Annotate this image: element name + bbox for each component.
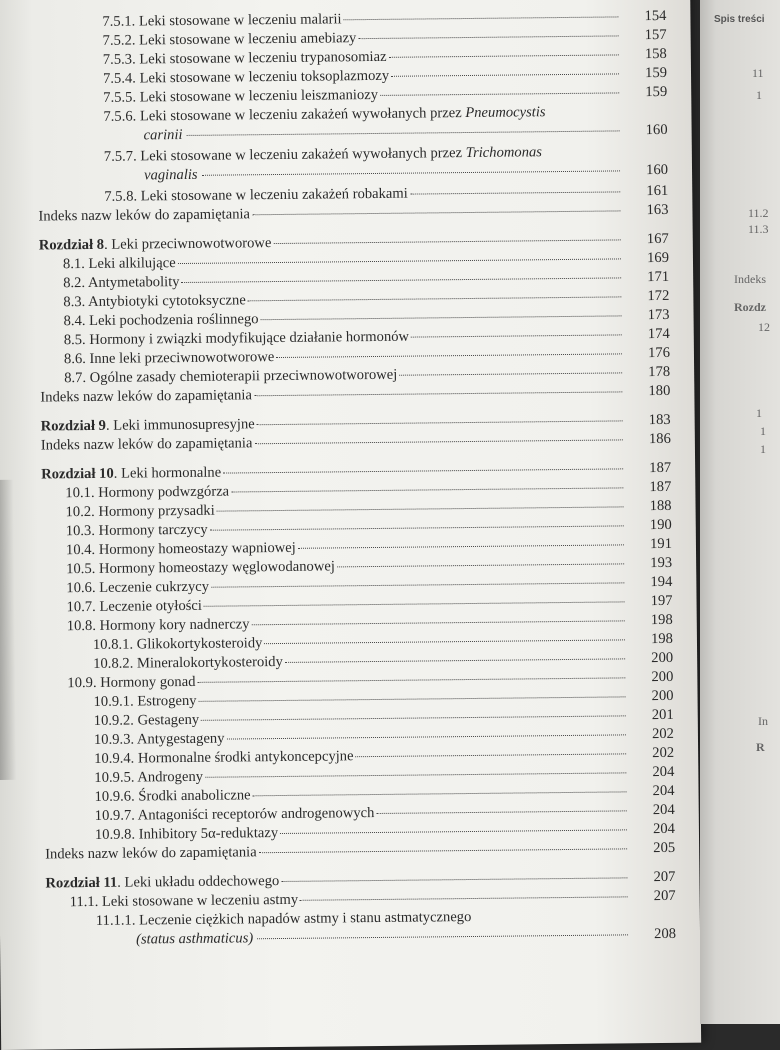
toc-entry-title: 7.5.2. Leki stosowane w leczeniu amebiazy	[102, 30, 357, 49]
dot-leader	[253, 791, 627, 796]
toc-entry-title: 8.6. Inne leki przeciwnowotworowe	[63, 349, 275, 368]
toc-entry-title: 10.7. Leczenie otyłości	[66, 597, 203, 616]
dot-leader	[211, 582, 624, 587]
toc-entry-title: 10.8.2. Mineralokortykosteroidy	[93, 653, 283, 672]
toc-entry-title: 10.6. Leczenie cukrzycy	[66, 578, 210, 597]
toc-page-number: 176	[647, 344, 671, 362]
toc-entry-title: 8.5. Hormony i związki modyfikujące działanie hormonów	[63, 328, 410, 349]
toc-entry-title: 10.4. Hormony homeostazy wapniowej	[65, 539, 296, 559]
toc-entry-title: 10.2. Hormony przysadki	[65, 502, 215, 521]
toc-entry-italic: Pneumocystis	[465, 104, 546, 122]
toc-entry-title: 10.9.5. Androgeny	[94, 768, 204, 786]
dot-leader	[257, 934, 628, 939]
toc-page-number: 193	[650, 554, 673, 572]
dot-leader	[231, 487, 623, 492]
facing-page-fragment: 11	[752, 66, 764, 80]
toc-page-number: 190	[649, 516, 672, 534]
dot-leader	[204, 601, 625, 606]
toc-page-number: 160	[646, 161, 669, 179]
chapter-label: Rozdział 9	[40, 417, 107, 435]
toc-page-number: 198	[650, 611, 673, 629]
dot-leader	[226, 734, 625, 739]
toc-page-number: 188	[649, 497, 672, 515]
toc-page-number: 204	[652, 820, 676, 838]
dot-leader	[205, 772, 626, 777]
toc-page-number: 200	[651, 687, 674, 705]
toc-page-number: 154	[644, 7, 667, 25]
facing-page-fragment: 11.3	[748, 222, 769, 236]
dot-leader	[281, 877, 627, 882]
dot-leader	[280, 829, 627, 834]
toc-page-number: 186	[648, 430, 671, 448]
dot-leader	[264, 639, 625, 644]
dot-leader	[391, 73, 619, 76]
toc-page-number: 200	[651, 649, 674, 667]
toc-entry-title: . Leki immunosupresyjne	[105, 416, 255, 434]
toc-page-number: 180	[648, 382, 671, 400]
toc-page-number: 204	[652, 782, 675, 800]
dot-leader	[344, 16, 619, 20]
toc-entry-title: Indeks nazw leków do zapamiętania	[40, 435, 253, 454]
dot-leader	[273, 239, 620, 244]
page-shadow	[0, 480, 16, 780]
toc-page-number: 207	[653, 868, 676, 886]
toc-entry-continuation: (status asthmaticus)	[135, 930, 254, 948]
toc-entry	[46, 906, 676, 953]
toc-entry-title: 8.2. Antymetabolity	[63, 274, 180, 292]
toc-page-number: 158	[644, 45, 667, 63]
dot-leader	[285, 658, 625, 663]
dot-leader	[201, 715, 626, 720]
dot-leader	[178, 258, 621, 264]
toc-page-number: 202	[651, 725, 675, 743]
dot-leader	[254, 439, 622, 444]
toc-entry-title: 7.5.5. Leki stosowane w leczeniu leiszmaniozy	[103, 86, 379, 106]
toc-page-number: 174	[647, 325, 670, 343]
toc-entry-continuation: carinii	[143, 126, 183, 144]
toc-entry-title: 10.9.2. Gestageny	[93, 711, 200, 729]
toc-entry	[38, 142, 668, 189]
facing-page-fragment: 12	[758, 320, 770, 334]
toc-entry-title: Indeks nazw leków do zapamiętania	[40, 387, 252, 406]
toc-page-number: 183	[648, 411, 671, 429]
toc-page-number: 161	[646, 182, 669, 200]
toc-entry-title: 8.1. Leki alkilujące	[62, 255, 176, 273]
toc-entry-title: 10.9.8. Inhibitory 5α-reduktazy	[94, 825, 279, 843]
facing-page-fragment: R	[756, 740, 765, 754]
dot-leader	[337, 563, 624, 567]
facing-page-fragment: In	[758, 714, 768, 728]
facing-page-fragment: 1	[760, 424, 766, 438]
toc-entry-title: . Leki hormonalne	[113, 464, 222, 482]
dot-leader	[217, 506, 624, 511]
toc-entry-title: 11.1. Leki stosowane w leczeniu astmy	[69, 891, 299, 911]
toc-entry-title: 10.9.6. Środki anaboliczne	[94, 787, 251, 805]
toc-entry-title: 7.5.3. Leki stosowane w leczeniu trypanosomiaz	[102, 48, 387, 68]
toc-entry-title: 10.9.3. Antygestageny	[93, 730, 225, 748]
facing-page-fragment: Rozdz	[734, 300, 766, 314]
toc-entry-title: 7.5.4. Leki stosowane w leczeniu toksoplazmozy	[102, 67, 390, 87]
toc-page-number: 172	[647, 287, 670, 305]
toc-entry-title: 7.5.6. Leki stosowane w leczeniu zakażeń wywołanych przez	[103, 105, 462, 125]
toc-entry-title: 10.9.4. Hormonalne środki antykoncepcyjne	[94, 748, 354, 767]
toc-entry-title: 10.5. Hormony homeostazy węglowodanowej	[66, 558, 335, 578]
toc-page-number: 191	[649, 535, 673, 553]
dot-leader	[259, 848, 627, 853]
toc-entry-title: 10.9. Hormony gonad	[67, 673, 196, 692]
toc-page-number: 201	[651, 706, 674, 724]
toc-page-number: 197	[650, 592, 673, 610]
toc-entry-title: 7.5.1. Leki stosowane w leczeniu malarii	[102, 11, 342, 30]
toc-entry-title: . Leki przeciwnowotworowe	[103, 235, 272, 253]
toc-page-number: 160	[645, 121, 668, 139]
facing-page-fragment: 1	[760, 442, 766, 456]
toc-entry-title: 10.9.7. Antagoniści receptorów androgenowych	[94, 805, 375, 824]
dot-leader	[276, 353, 622, 358]
toc-entry-title: 8.7. Ogólne zasady chemioterapii przeciwnowotworowej	[64, 366, 398, 387]
dot-leader	[202, 170, 620, 175]
dot-leader	[399, 372, 622, 375]
toc-page-number: 202	[652, 744, 675, 762]
dot-leader	[210, 525, 624, 530]
toc-page-number: 187	[649, 478, 672, 496]
toc-entry-title: 10.8. Hormony kory nadnerczy	[66, 616, 250, 635]
dot-leader	[376, 810, 626, 814]
dot-leader	[248, 296, 622, 301]
toc-page-number: 173	[647, 306, 670, 324]
dot-leader	[300, 896, 628, 900]
toc-page-number: 204	[652, 801, 675, 819]
toc-page-number: 159	[645, 83, 668, 101]
toc-entry-title: 10.8.1. Glikokortykosteroidy	[92, 635, 263, 653]
facing-page-fragment: 11.2	[748, 206, 769, 220]
facing-page-fragment: 1	[756, 88, 762, 102]
dot-leader	[380, 92, 619, 96]
chapter-label: Rozdział 8	[38, 236, 105, 254]
toc-entry-title: 10.9.1. Estrogeny	[93, 692, 197, 710]
facing-page-fragment: Indeks	[734, 272, 766, 286]
toc-page-number: 198	[650, 630, 674, 648]
toc-page-number: 200	[651, 668, 674, 686]
dot-leader	[410, 191, 620, 194]
toc-page-number: 178	[648, 363, 671, 381]
dot-leader	[182, 277, 622, 283]
toc-entry-italic: Trichomonas	[465, 144, 543, 162]
dot-leader	[358, 35, 618, 39]
dot-leader	[411, 334, 622, 337]
dot-leader	[356, 753, 627, 757]
toc-entry-title: 8.4. Leki pochodzenia roślinnego	[63, 311, 259, 330]
toc-entry-title: 7.5.7. Leki stosowane w leczeniu zakażeń wywołanych przez	[103, 145, 463, 165]
dot-leader	[389, 54, 619, 57]
toc-page-number: 163	[646, 201, 669, 219]
toc-entry-title: Indeks nazw leków do zapamiętania	[45, 844, 257, 863]
dot-leader	[197, 677, 625, 682]
dot-leader	[252, 620, 625, 625]
toc-entry-title: 8.3. Antybiotyki cytotoksyczne	[63, 292, 246, 311]
facing-page	[700, 0, 780, 1024]
table-of-contents	[36, 7, 676, 953]
chapter-label: Rozdział 10	[41, 465, 114, 483]
toc-page-number: 194	[650, 573, 673, 591]
dot-leader	[254, 391, 622, 396]
toc-entry-continuation: vaginalis	[143, 166, 198, 184]
toc-entry-title: 10.1. Hormony podwzgórza	[65, 483, 230, 502]
dot-leader	[223, 468, 623, 473]
dot-leader	[261, 315, 622, 320]
toc-page-number: 204	[652, 763, 675, 781]
dot-leader	[199, 696, 626, 701]
toc-entry-title: 11.1.1. Leczenie ciężkich napadów astmy i stanu astmatycznego	[95, 909, 472, 929]
dot-leader	[257, 420, 623, 425]
toc-page-number: 157	[644, 26, 667, 44]
toc-page-number: 205	[653, 839, 676, 857]
toc-page-number: 167	[646, 230, 669, 248]
toc-entry-title: . Leki układu oddechowego	[117, 873, 280, 891]
facing-page-header: Spis treści	[714, 14, 765, 25]
facing-page-fragment: 1	[756, 406, 762, 420]
toc-page-number: 208	[654, 925, 677, 943]
toc-page-number: 171	[647, 268, 670, 286]
chapter-label: Rozdział 11	[45, 874, 118, 892]
toc-entry-title: 7.5.8. Leki stosowane w leczeniu zakażeń robakami	[104, 185, 408, 205]
toc-page-number: 207	[653, 887, 676, 905]
dot-leader	[298, 544, 624, 548]
toc-entry-title: 10.3. Hormony tarczycy	[65, 521, 208, 540]
toc-page-number: 169	[646, 249, 670, 267]
dot-leader	[187, 130, 620, 136]
dot-leader	[252, 210, 620, 215]
toc-entry-title: Indeks nazw leków do zapamiętania	[38, 206, 251, 225]
toc-entry	[37, 102, 667, 149]
toc-page-number: 159	[645, 64, 668, 82]
toc-page-number: 187	[649, 459, 672, 477]
